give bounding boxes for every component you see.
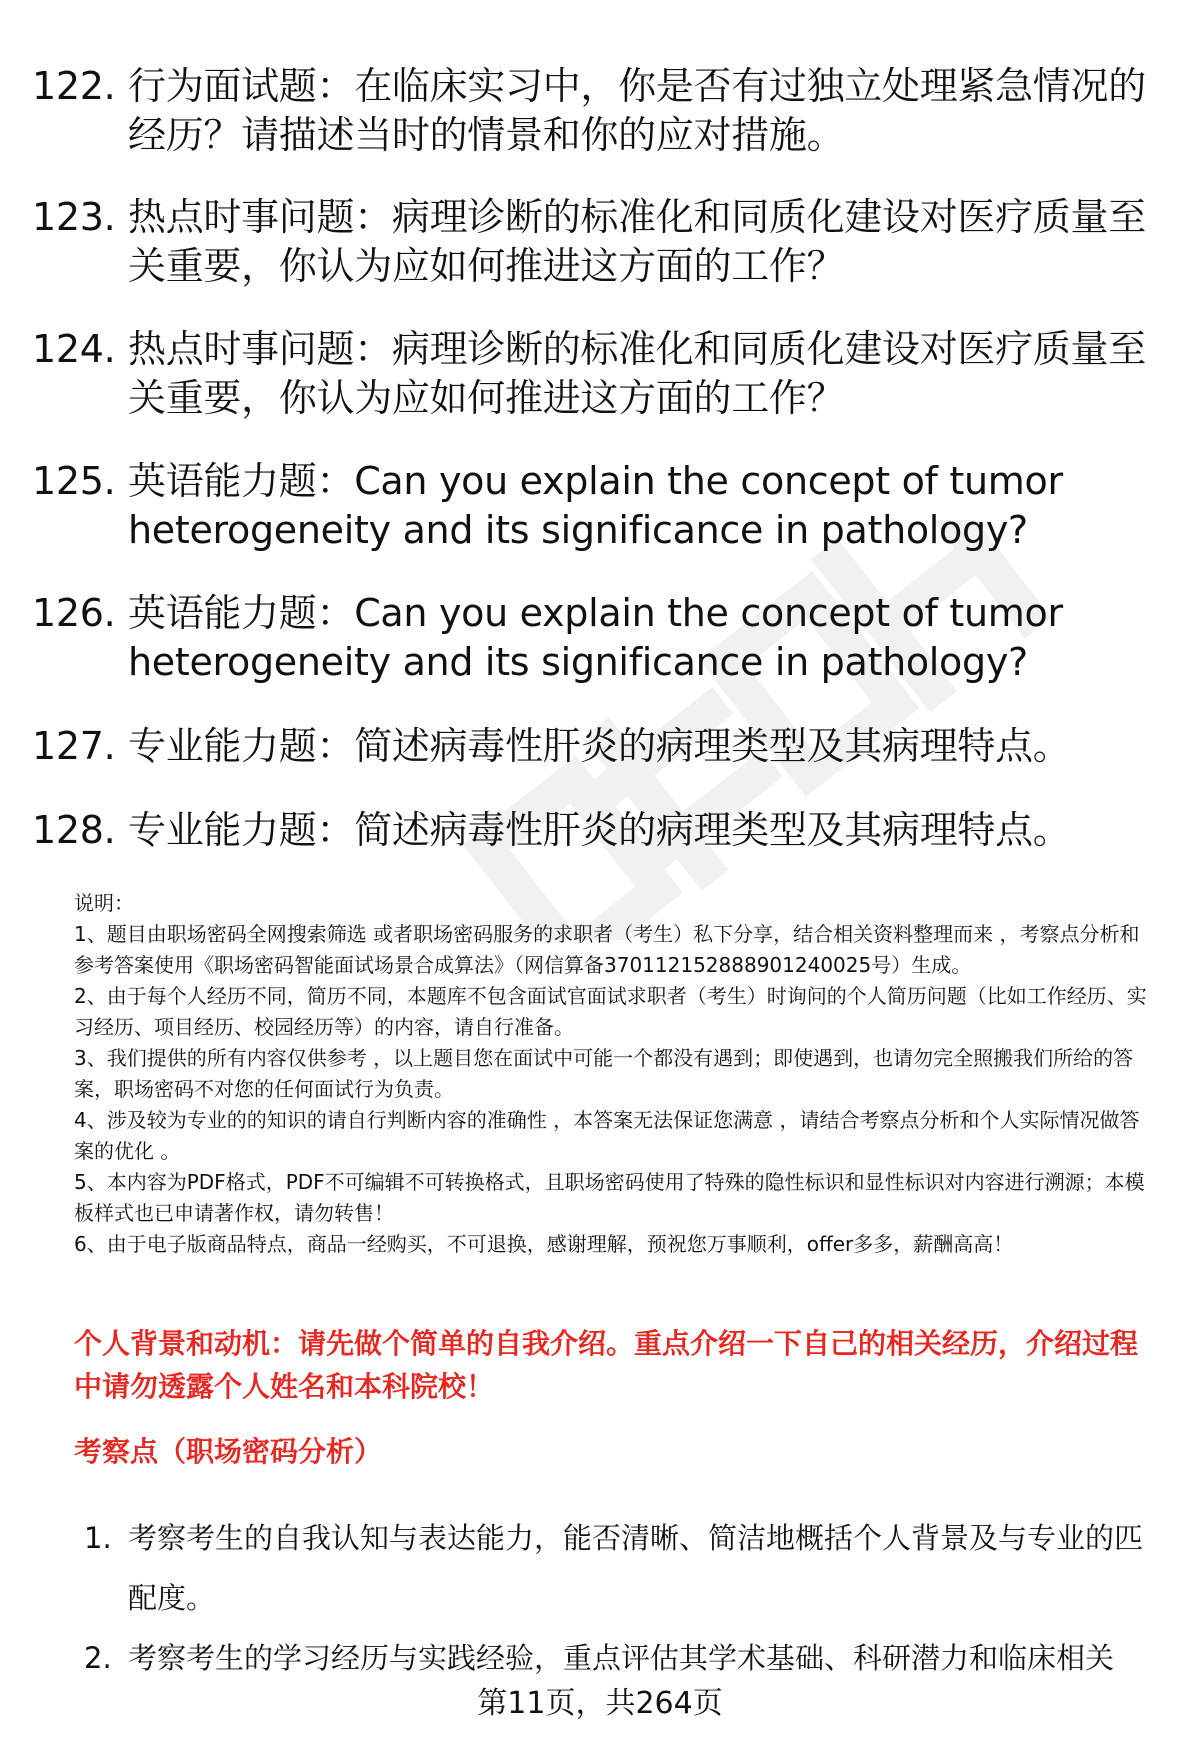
question-item [32,806,1071,855]
analysis-item [84,1628,1164,1688]
note-item: 6、由于电子版商品特点，商品一经购买，不可退换，感谢理解，预祝您万事顺利，offer多多，薪酬高高！ [74,1232,1014,1256]
analysis-text: 考察考生的自我认知与表达能力，能否清晰、简洁地概括个人背景及与专业的匹配度。 [128,1521,1144,1615]
analysis-number: 2. [84,1641,112,1675]
question-item [32,193,1152,291]
note-item: 2、由于每个人经历不同，简历不同，本题库不包含面试官面试求职者（考生）时询问的个人简历问题（比如工作经历、实习经历、项目经历、校园经历等）的内容，请自行准备。 [74,984,1147,1039]
note-item: 1、题目由职场密码全网搜索筛选 或者职场密码服务的求职者（考生）私下分享，结合相关资料整理而来 ，考察点分析和参考答案使用《职场密码智能面试场景合成算法》（网信算备370112152888901240025号）生成。 [74,922,1140,977]
question-number: 128. [32,808,116,852]
notes-section [74,888,1159,1260]
note-item: 3、我们提供的所有内容仅供参考 ，以上题目您在面试中可能一个都没有遇到；即使遇到，也请勿完全照搬我们所给的答案，职场密码不对您的任何面试行为负责。 [74,1046,1134,1101]
question-text: 热点时事问题：病理诊断的标准化和同质化建设对医疗质量至关重要，你认为应如何推进这方面的工作？ [128,327,1146,420]
question-item [32,325,1152,423]
question-number: 122. [32,64,116,108]
question-item [32,457,1152,555]
note-item: 4、涉及较为专业的的知识的请自行判断内容的准确性 ，本答案无法保证您满意 ，请结合考察点分析和个人实际情况做答案的优化 。 [74,1108,1140,1163]
analysis-text: 考察考生的学习经历与实践经验，重点评估其学术基础、科研潜力和临床相关 [128,1641,1115,1675]
question-text: 专业能力题：简述病毒性肝炎的病理类型及其病理特点。 [128,724,1071,768]
analysis-item [84,1508,1164,1628]
analysis-list [84,1508,1164,1688]
section-question-title: 个人背景和动机：请先做个简单的自我介绍。重点介绍一下自己的相关经历，介绍过程中请勿透露个人姓名和本科院校！ [74,1327,1139,1403]
question-text: 行为面试题：在临床实习中，你是否有过独立处理紧急情况的经历？请描述当时的情景和你的应对措施。 [128,64,1146,157]
question-text: 英语能力题：Can you explain the concept of tumor heterogeneity and its significance in pathology? [128,459,1063,552]
question-item [32,722,1071,771]
question-number: 126. [32,591,116,635]
question-item [32,589,1152,687]
analysis-number: 1. [84,1521,112,1555]
notes-heading: 说明： [74,891,134,915]
question-text: 专业能力题：简述病毒性肝炎的病理类型及其病理特点。 [128,808,1071,852]
question-item [32,62,1152,160]
question-text: 热点时事问题：病理诊断的标准化和同质化建设对医疗质量至关重要，你认为应如何推进这方面的工作？ [128,195,1146,288]
question-number: 125. [32,459,116,503]
question-number: 127. [32,724,116,768]
note-item: 5、本内容为PDF格式，PDF不可编辑不可转换格式，且职场密码使用了特殊的隐性标识和显性标识对内容进行溯源；本模板样式也已申请著作权，请勿转售！ [74,1170,1145,1225]
page-footer: 第11页，共264页 [477,1686,723,1721]
section-analysis-heading: 考察点（职场密码分析） [74,1435,383,1468]
question-number: 123. [32,195,116,239]
question-number: 124. [32,327,116,371]
question-text: 英语能力题：Can you explain the concept of tumor heterogeneity and its significance in pathology? [128,591,1063,684]
